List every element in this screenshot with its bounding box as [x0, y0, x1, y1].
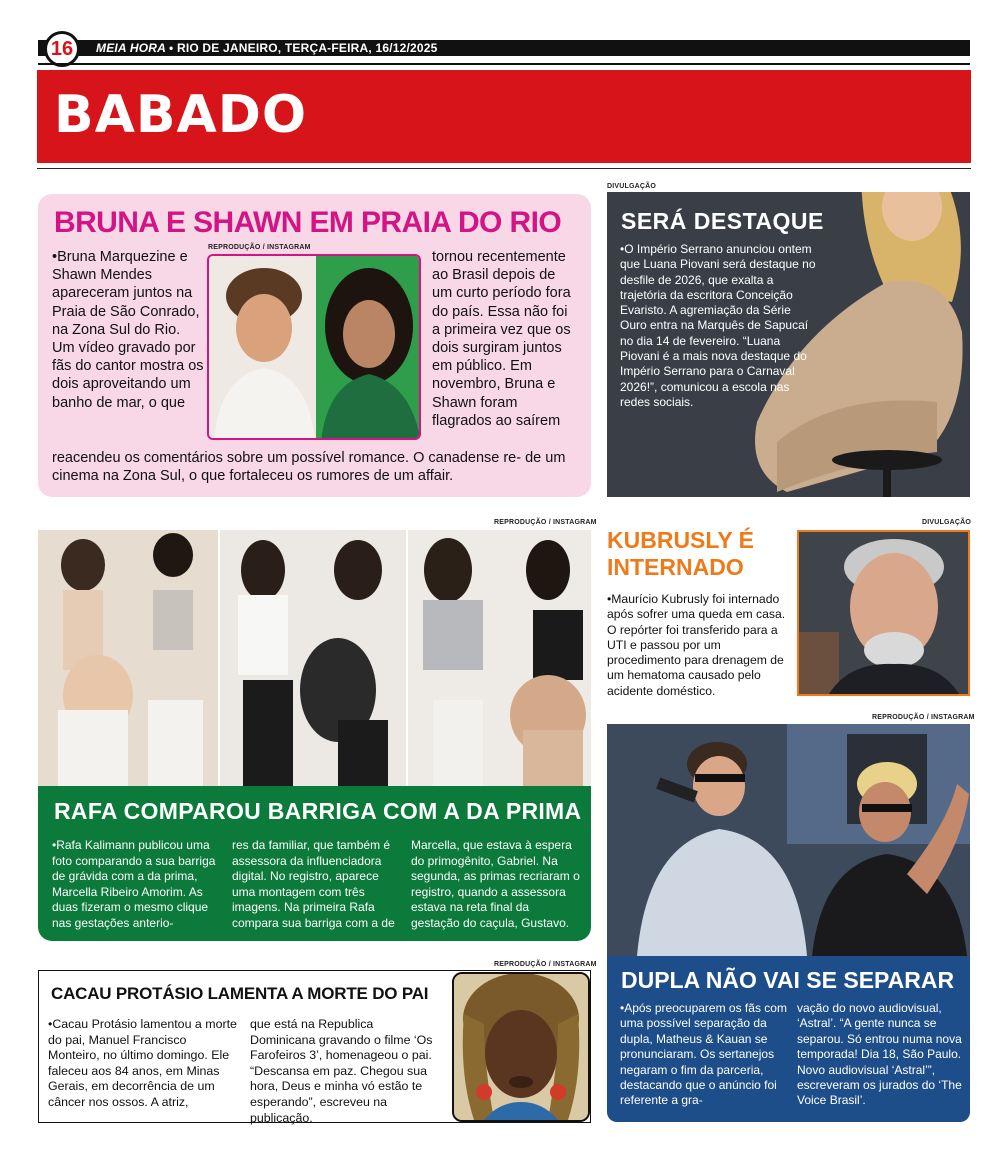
header-rule	[38, 63, 970, 65]
page-number: 16	[44, 31, 80, 67]
luana-headline: SERÁ DESTAQUE	[621, 208, 824, 234]
rafa-photo-credit: REPRODUÇÃO / INSTAGRAM	[494, 519, 597, 526]
bruna-column-1: •Bruna Marquezine e Shawn Mendes apareceram juntos na Praia de São Conrado, na Zona Sul do Rio. Um vídeo gravado por fãs do cantor mostra os dois aproveitando um banho de mar, o que	[52, 249, 204, 411]
paper-name: MEIA HORA	[96, 41, 167, 55]
bruna-photo-credit: REPRODUÇÃO / INSTAGRAM	[208, 244, 311, 251]
bruna-column-2: tornou recentemente ao Brasil depois de um curto período fora do país. Essa não foi a primeira vez que os dois surgiram juntos em público. Em novembro, Bruna e Shawn foram flagrados ao saírem	[432, 249, 571, 429]
date-text: • RIO DE JANEIRO, TERÇA-FEIRA, 16/12/2025	[169, 41, 438, 55]
section-title: BABADO	[54, 85, 308, 145]
cacau-photo	[452, 972, 590, 1122]
bruna-bottom-text: reacendeu os comentários sobre um possível romance. O canadense re- de um cinema na Zona Sul, o que fortaleceu os rumores de um affair.	[52, 450, 566, 485]
bruna-shawn-photo	[207, 254, 421, 440]
rafa-montage-photo	[38, 530, 591, 786]
luana-text: •O Império Serrano anunciou ontem que Luana Piovani será destaque no desfile de 2026, que exalta a trajetória da escritora Conceição Evaristo. A agremiação da Série Ouro entra na Marquês de Sapucaí no dia 14 de fevereiro. “Luana Piovani é a mais nova destaque do Império Serrano para o Carnaval 2026!”, comunicou a escola nas redes sociais.	[620, 242, 816, 409]
luana-photo-credit: DIVULGAÇÃO	[607, 183, 657, 190]
banner-rule	[37, 168, 971, 169]
rafa-headline: RAFA COMPAROU BARRIGA COM A DA PRIMA	[54, 798, 582, 824]
rafa-column-3: Marcella, que estava à espera do primogênito, Gabriel. Na segunda, as primas recriaram o registro, quando a assessora estava na reta final da gestação do caçula, Gustavo.	[411, 838, 580, 930]
dupla-column-2: vação do novo audiovisual, ‘Astral’. “A gente nunca se separou. Só entrou numa nova temporada! Dia 18, São Paulo. Novo audiovisual ‘Astral’”, escreveram os jurados do ‘The Voice Brasil’.	[797, 1001, 962, 1108]
kubrusly-photo	[797, 530, 970, 696]
bruna-headline: BRUNA E SHAWN EM PRAIA DO RIO	[54, 206, 562, 239]
kubrusly-photo-credit: DIVULGAÇÃO	[922, 519, 972, 526]
dupla-column-1: •Após preocuparem os fãs com uma possível separação da dupla, Matheus & Kauan se pronunciaram. Os sertanejos negaram o fim da parceria, destacando que o anúncio foi referente a gra-	[620, 1001, 787, 1108]
rafa-column-2: res da familiar, que também é assessora da influenciadora digital. No registro, aparece uma montagem com três imagens. Na primeira Rafa compara sua barriga com a de	[232, 838, 395, 930]
kubrusly-headline: KUBRUSLY É INTERNADO	[607, 527, 754, 580]
dupla-photo-credit: REPRODUÇÃO / INSTAGRAM	[872, 714, 975, 721]
kubrusly-text: •Maurício Kubrusly foi internado após sofrer uma queda em casa. O repórter foi transferido para a UTI e passou por um procedimento para drenagem de um hematoma causado pelo acidente doméstico.	[607, 592, 786, 698]
rafa-column-1: •Rafa Kalimann publicou uma foto comparando a sua barriga de grávida com a da prima, Marcella Ribeiro Amorim. As duas fizeram o mesmo clique nas gestações anterio-	[52, 838, 216, 930]
dupla-headline: DUPLA NÃO VAI SE SEPARAR	[621, 967, 955, 993]
cacau-headline: CACAU PROTÁSIO LAMENTA A MORTE DO PAI	[51, 984, 429, 1003]
dupla-photo	[607, 724, 970, 956]
dateline	[96, 40, 438, 56]
cacau-column-1: •Cacau Protásio lamentou a morte do pai, Manuel Francisco Monteiro, no último domingo. Ele faleceu aos 84 anos, em Minas Gerais, em decorrência de um câncer nos ossos. A atriz,	[48, 1017, 237, 1109]
cacau-column-2: que está na Republica Dominicana gravando o filme ‘Os Farofeiros 3’, homenageou o pai. “Descansa em paz. Chegou sua hora, Deus e minha vó estão te esperando”, escreveu na publicação.	[250, 1017, 433, 1125]
cacau-photo-credit: REPRODUÇÃO / INSTAGRAM	[494, 961, 597, 968]
